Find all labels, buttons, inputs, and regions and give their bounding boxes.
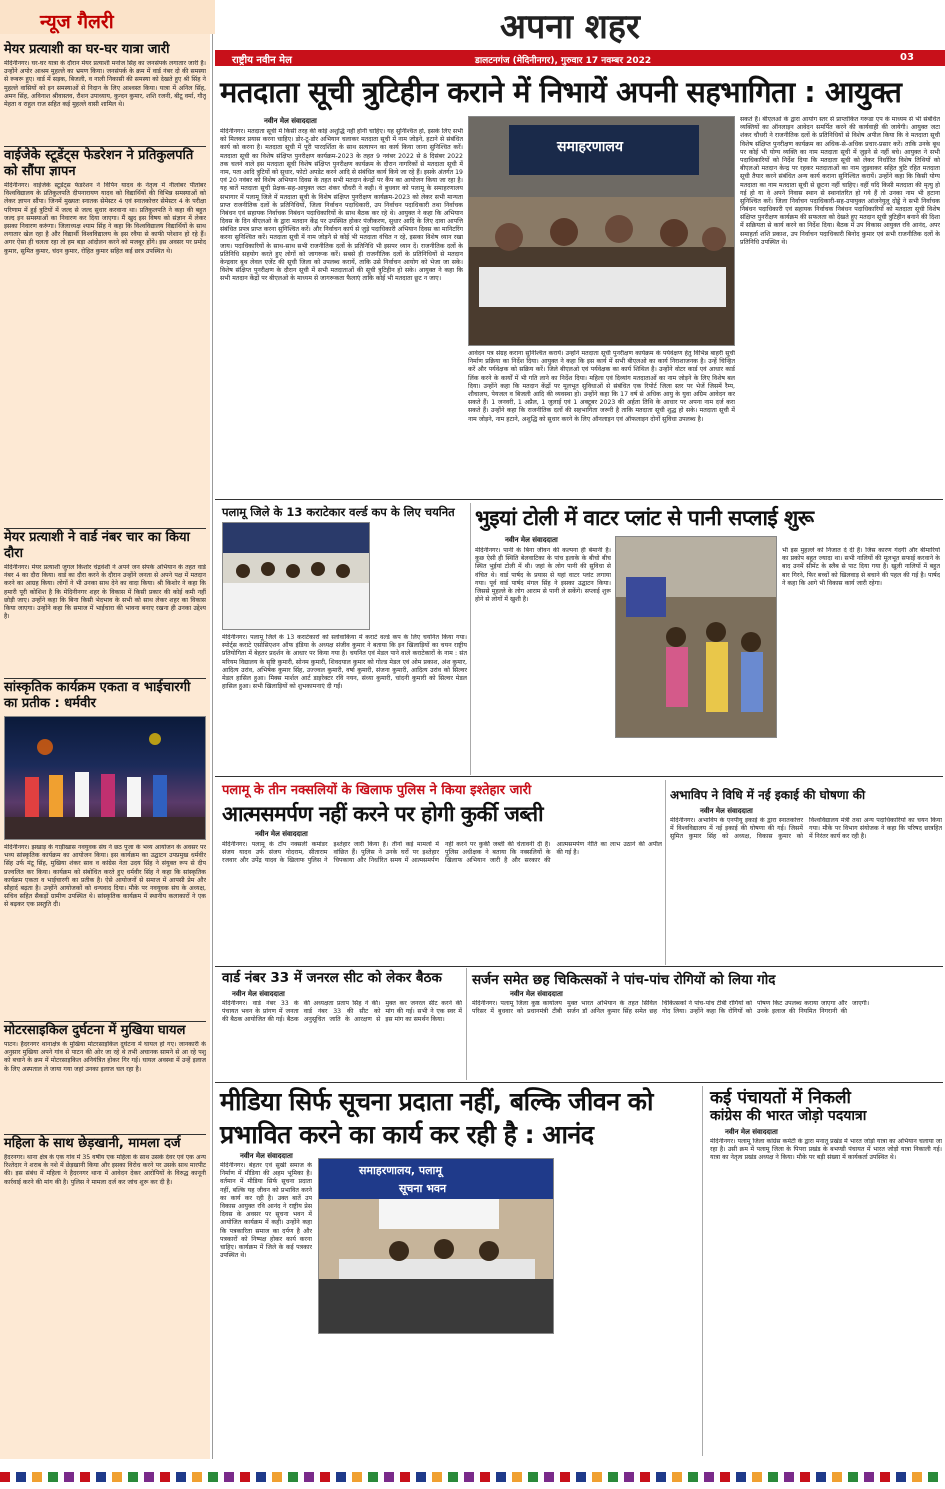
footer-pattern-tile bbox=[624, 1472, 634, 1482]
media-body: मेदिनीनगर। बेहतर एवं सुखी समाज के निर्माण में मीडिया की अहम भूमिका है। वर्तमान में मीडिया सिर्फ सूचना प्रदाता नहीं, बल्कि यह जीवन को प्रभावित करने का कार्य कर रही है। उक्त बातें उप विकास आयुक्त रवि आनंद ने राष्ट्रीय प्रेस दिवस के अवसर पर सूचना भवन में आयोजित कार्यक्रम में कही। उन्होंने कहा कि पत्रकारिता समाज का दर्पण है और पत्रकारों को निष्पक्ष होकर कार्य करना चाहिए। कार्यक्रम में जिले के कई पत्रकार उपस्थित थे। bbox=[220, 1162, 312, 1260]
sidebar-story-3-title: मेयर प्रत्याशी ने वार्ड नंबर चार का किया दौरा bbox=[4, 530, 190, 561]
doctors-headline: सर्जन समेत छह चिकित्सकों ने पांच-पांच रोगियों को लिया गोद bbox=[472, 972, 776, 988]
sidebar-story-2-title: वाईजेके स्टूडेंट्स फेडरेशन ने प्रतिकुलपति को सौंपा ज्ञापन bbox=[4, 148, 194, 179]
column-rule bbox=[470, 503, 471, 775]
masthead-title: अपना शहर bbox=[500, 7, 640, 47]
footer-pattern-tile bbox=[192, 1472, 202, 1482]
footer-pattern-tile bbox=[704, 1472, 714, 1482]
ward33-body: मेदिनीनगर। वार्ड नंबर 33 के पंचायत भवन के प्रांगण में जनता की बैठक आयोजित की गई। बैठक की अध्यक्षता प्रताप सिंह ने की। वार्ड नंबर 33 की सीट को अनुसूचित जाति के आरक्षण से मुक्त कर जनरल सीट करने की मांग की गई। सभी ने एक स्वर में इस मांग का समर्थन किया। bbox=[222, 1000, 462, 1024]
footer-pattern-tile bbox=[752, 1472, 762, 1482]
footer-pattern-tile bbox=[496, 1472, 506, 1482]
footer-pattern-tile bbox=[256, 1472, 266, 1482]
sidebar-story-4-title: सांस्कृतिक कार्यक्रम एकता व भाईचारगी का प्रतीक : धर्मवीर bbox=[4, 680, 191, 711]
congress-byline: नवीन मेल संवाददाता bbox=[725, 1128, 778, 1136]
lead-headline: मतदाता सूची त्रुटिहीन कराने में निभायें अपनी सहभागिता : आयुक्त bbox=[220, 75, 902, 109]
naxal-headline: आत्मसमर्पण नहीं करने पर होगी कुर्की जब्ती bbox=[222, 802, 544, 826]
divider bbox=[4, 528, 206, 529]
footer-pattern-tile bbox=[368, 1472, 378, 1482]
footer-pattern-tile bbox=[608, 1472, 618, 1482]
footer-pattern-tile bbox=[784, 1472, 794, 1482]
divider bbox=[4, 678, 206, 679]
paper-name: राष्ट्रीय नवीन मेल bbox=[232, 55, 292, 66]
sidebar-story-5-title: मोटरसाइकिल दुर्घटना में मुखिया घायल bbox=[4, 1023, 186, 1038]
lead-column-3: सकते हैं। बीएलओ के द्वारा आयोग स्तर से प्राप्तांकित गरूडा एप के माध्यम से भी संबंधित व्यक्तियों का ऑनलाइन आवेदन समर्पित करने की कार्यवाही की जायेगी। आयुक्त जटा शंकर चौधरी ने राजनीतिक दलों के प्रतिनिधियों से विशेष अपील किया कि वे मतदाता सूची विशेष संक्षिप्त पुनरीक्षण कार्यक्रम का अधिक-से-अधिक प्रचार-प्रसार करें। ताकि उनके बूथ पर कोई भी योग्य व्यक्ति का नाम मतदाता सूची में जुड़ने से नहीं बचे। आयुक्त ने सभी पदाधिकारियों को निर्देश दिया कि मतदाता सूची को लेकर निर्धारित विशेष तिथियों को बीएलओ मतदान केन्द्र पर रहकर मतदाताओं का नाम जुड़वाकर सहित त्रुटि रहित मतदाता सूची तैयार करने संबंधित अन्य कार्य कराना सुनिश्चित करायें। उन्होंने कहा कि किसी योग्य मतदाता का नाम मतदाता सूची से छूटना नहीं चाहिए। वहीं यदि किसी मतदाता की मृत्यु हो गई हो या वे अपने निवास स्थान से स्थानांतरित हो गये हैं तो उनका नाम भी हटाना सुनिश्चित करें। जिला निर्वाचन पदाधिकारी-सह-उपायुक्त आंजनेयुलु दोड्डे ने सभी निर्वाचक निबंधन पदाधिकारी एवं सहायक निर्वाचक निबंधन पदाधिकारियों को मतदाता सूची विशेष संक्षिप्त पुनरीक्षण कार्यक्रम की सफलता को देखते हुए मतदान सूची त्रुटिहीन बनाने की दिशा में सक्रियता से कार्य करने का निर्देश दिया। बैठक में उप विकास आयुक्त रवि आनंद, अपर समाहर्ता शशि प्रकाश, उप निर्वाचन पदाधिकारी बिनोद कुमार एवं सभी राजनीतिक दलों के प्रतिनिधि उपस्थित थे। bbox=[740, 116, 940, 246]
footer-pattern-tile bbox=[112, 1472, 122, 1482]
abvp-byline: नवीन मेल संवाददाता bbox=[700, 807, 753, 815]
page-number: 03 bbox=[900, 52, 914, 63]
divider bbox=[215, 776, 943, 777]
footer-pattern-tile bbox=[560, 1472, 570, 1482]
news-gallery-label: न्यूज गैलरी bbox=[40, 11, 114, 33]
lead-column-1: मेदिनीनगर। मतदाता सूची में किसी तरह की कोई अशुद्धि नहीं होनी चाहिए। यह सुनिश्चित हो, इसके लिए सभी को मिलकर प्रयास करना चाहिए। डोर-टू-डोर अभियान चलाकर मतदाता सूची में नाम जोड़ने, हटाने से संबंधित कार्य को करना है। मतदाता सूची में पूरी पारदर्शिता के साथ सत्यापन का कार्य किया जाना सुनिश्चित करें। मतदाता सूची का विशेष संक्षिप्त पुनरीक्षण कार्यक्रम-2023 के तहत 9 नवंबर 2022 से 8 दिसंबर 2022 तक चलने वाले इस मतदाता सूची विशेष संक्षिप्त पुनरीक्षण कार्यक्रम के दौरान नागरिकों से मतदाता सूची में नाम, पता आदि त्रुटियों को सुधार, फोटो अपडेट करने आदि से संबंधित कार्य किये जा रहे हैं। इसके अंतर्गत 19 एवं 20 नवंबर को विशेष अभियान दिवस के तहत सभी मतदान केन्द्रों पर कैंप का आयोजन किया जा रहा है। यह बातें मतदाता सूची प्रेक्षक-सह-आयुक्त जटा शंकर चौधरी ने कही। वे बुधवार को पलामू के समाहरणालय सभागार में पलामू जिले में मतदाता सूची के विशेष संक्षिप्त पुनरीक्षण कार्यक्रम-2023 को लेकर सभी मान्यता प्राप्त राजनीतिक दलों के प्रतिनिधियों, जिला निर्वाचन पदाधिकारी, उप निर्वाचन पदाधिकारी तथा निर्वाचक निबंधन एवं सहायक निर्वाचक निबंधन पदाधिकारियों के साथ बैठक कर रहे थे। आयुक्त ने कहा कि अभियान दिवस के दिन बीएलओ के द्वारा मतदान केंद्र पर उपस्थित होकर पंजीकरण, सुधार आदि के लिए दावा आपत्ति संबंधित प्रपत्र प्राप्त करना सुनिश्चित करें। और निर्वाचन कार्य से जुड़े पदाधिकारी अभियान दिवस का मानिटरिंग करना सुनिश्चित करें। मतदाता सूची में नाम जोड़ने से कोई भी मतदाता वंचित न रहे, इसका विशेष ध्यान रखा जाय। पदाधिकारियों के साथ-साथ सभी राजनीतिक दलों के प्रतिनिधि भी इसपर ध्यान दें। राजनीतिक दलों के प्रतिनिधि सहयोग करते हुए लोगों को जागरूक करें। सबसे ही राजनीतिक दलों के प्रतिनिधियों से मतदान केन्द्रवार बूथ लेवल एजेंट की सूची जिला को उपलब्ध करायें, ताकि उसे निर्वाचन आयोग को भेजा जा सके। विशेष संक्षिप्त पुनरीक्षण के दौरान सूची में सभी मतदाताओं की सूची त्रुटिहीन हो सके। आयुक्त ने कहा कि सभी मतदान केंद्रों पर बीएलओ के माध्यम से जागरूकता फैलाएं ताकि कोई भी मतदाता छूट न जाए। bbox=[220, 128, 463, 283]
footer-pattern-tile bbox=[0, 1472, 10, 1482]
footer-pattern-tile bbox=[592, 1472, 602, 1482]
cultural-event-photo-art bbox=[5, 717, 206, 840]
media-photo-sign-1: समाहरणालय, पलामू bbox=[359, 1164, 442, 1177]
naxal-kicker: पलामू के तीन नक्सलियों के खिलाफ पुलिस ने किया इश्तेहार जारी bbox=[222, 783, 532, 798]
footer-pattern-tile bbox=[640, 1472, 650, 1482]
divider bbox=[215, 966, 943, 967]
abvp-body: मेदिनीनगर। अभाविप के एनपीयू इकाई के द्वारा स्नातकोत्तर में विश्वविद्यालय में नई इकाई की घोषणा की गई। जिसमें सुमित कुमार सिंह को अध्यक्ष, विकास कुमार को विश्वविद्यालय मंत्री तथा अन्य पदाधिकारियों का चयन किया गया। मौके पर विभाग संयोजक ने कहा कि परिषद छात्रहित में निरंतर कार्य कर रही है। bbox=[670, 817, 942, 841]
sidebar-story-3-body: मेदिनीनगर। मेयर प्रत्याशी जुगल किशोर चंद्रवंशी ने अपने जन संपर्क अभियान के तहत वार्ड नंबर 4 का दौरा किया। वार्ड का दौरा करने के दौरान उन्होंने जनता से अपने पक्ष में मतदान करने का आग्रह किया। लोगों ने भी उनका साथ देने का वादा किया। श्री किशोर ने कहा कि हमारी पूरी कोशिश है कि मेदिनीनगर शहर के विकास में किसी प्रकार की कोई कमी नहीं छोड़ी जाए। उन्होंने कहा कि बिना किसी भेदभाव के सभी को साथ लेकर शहर का विकास किया जाएगा। उन्होंने कहा कि समाज में भाईचारा की भावना बनाए रखना ही उनका उद्देश्य है। bbox=[4, 564, 206, 621]
lead-byline: नवीन मेल संवाददाता bbox=[264, 117, 317, 125]
footer-pattern-tile bbox=[304, 1472, 314, 1482]
sidebar-story-6-title: महिला के साथ छेड़खानी, मामला दर्ज bbox=[4, 1136, 181, 1151]
footer-pattern-tile bbox=[208, 1472, 218, 1482]
footer-pattern-tile bbox=[160, 1472, 170, 1482]
footer-pattern-tile bbox=[272, 1472, 282, 1482]
divider bbox=[4, 1021, 206, 1022]
congress-headline-line-1: कई पंचायतों में निकली bbox=[710, 1088, 851, 1108]
footer-pattern-tile bbox=[320, 1472, 330, 1482]
naxal-body: मेदिनीनगर। पलामू के टॉप नक्सली कमांडर संजय यादव उर्फ संजय गोदराम, सीताराम रजवार और उपेंद्र यादव के खिलाफ पुलिस ने इश्तेहार जारी किया है। तीनों कई मामलों में वांछित हैं। पुलिस ने उनके घरों पर इश्तेहार चिपकाया और निर्धारित समय में आत्मसमर्पण नहीं करने पर कुर्की जब्ती की चेतावनी दी है। पुलिस अधीक्षक ने बताया कि नक्सलियों के खिलाफ अभियान जारी है और सरकार की आत्मसमर्पण नीति का लाभ उठाने की अपील की गई है। bbox=[222, 841, 662, 865]
divider bbox=[4, 146, 206, 147]
footer-pattern-tile bbox=[672, 1472, 682, 1482]
footer-pattern-tile bbox=[736, 1472, 746, 1482]
sidebar-story-4-body: मेदिनीनगर। झखाड़ के गाड़ीखास नवयुवक संघ ने छठ पूजा के भव्य आयोजन के अवसर पर भव्य सांस्कृतिक कार्यक्रम का आयोजन किया। इस कार्यक्रम का उद्घाटन उपप्रमुख धर्मवीर सिंह उर्फ मंटू सिंह, मुखिया शंकर साव व कांग्रेस नेता उदय सिंह ने संयुक्त रूप से दीप प्रज्वलित कर किया। कार्यक्रम को संबोधित करते हुए धर्मवीर सिंह ने कहा कि सांस्कृतिक कार्यक्रम एकता व भाईचारगी का प्रतीक है। ऐसे आयोजनों से समाज में आपसी प्रेम और सौहार्द बढ़ता है। उन्होंने आयोजकों को धन्यवाद दिया। मौके पर नवयुवक संघ के अध्यक्ष, सचिव सहित सैकड़ों ग्रामीण उपस्थित थे। सांस्कृतिक कार्यक्रम में स्थानीय कलाकारों ने एक से बढ़कर एक प्रस्तुति दी। bbox=[4, 844, 206, 909]
ward33-byline: नवीन मेल संवाददाता bbox=[232, 990, 285, 998]
ward33-headline: वार्ड नंबर 33 में जनरल सीट को लेकर बैठक bbox=[222, 970, 442, 986]
footer-pattern-tile bbox=[384, 1472, 394, 1482]
sidebar-story-6-body: हैदरनगर। थाना क्षेत्र के एक गांव में 35 वर्षीय एक महिला के साथ उसके देवर एवं एक अन्य रिश्तेदार ने शराब के नशे में छेड़खानी किया और इसका विरोध करने पर उसके साथ मारपीट की। इस संबंध में महिला ने हैदरनगर थाना में आवेदन देकर आरोपियों के विरुद्ध कानूनी कार्रवाई करने की मांग की है। पुलिस ने मामला दर्ज कर जांच शुरू कर दी है। bbox=[4, 1154, 206, 1186]
cultural-event-photo bbox=[4, 716, 206, 840]
water-column-2: भी इस मुहल्ले को निजात दे दी है। जिस कारण गंदगी और बीमारियों का प्रकोप बहुत ज्यादा था। सभी नालियों की मूलभूत सफाई करवाने के बाद उनमें सीमेंट के स्लैब से पाट दिया गया है। खुली नालियों में बहुत बार गिरने, फिर बच्चों को खिलवाड़ से बचाने की पहल की गई है। पार्षद ने कहा कि आगे भी विकास कार्य जारी रहेगा। bbox=[782, 547, 940, 587]
karate-group-photo bbox=[222, 522, 370, 630]
footer-pattern-tile bbox=[848, 1472, 858, 1482]
footer-pattern-tile bbox=[144, 1472, 154, 1482]
column-rule bbox=[212, 34, 213, 1459]
abvp-headline: अभाविप ने विधि में नई इकाई की घोषणा की bbox=[670, 788, 866, 802]
footer-pattern-tile bbox=[80, 1472, 90, 1482]
media-photo-sign-2: सूचना भवन bbox=[399, 1182, 447, 1195]
karate-body: मेदिनीनगर। पलामू जिले के 13 कराटेकारों को स्लोवाकिया में कराटे वर्ल्ड कप के लिए चयनित किया गया। स्पोर्ट्स कराटे एसोसिएशन ऑफ इंडिया के अध्यक्ष संजीव कुमार ने बताया कि इन खिलाड़ियों का चयन राष्ट्रीय प्रतियोगिता में बेहतर प्रदर्शन के आधार पर किया गया है। चयनित एवं मेडल पाने वाले कराटेकारों के नाम : संत मरियम विद्यालय के सृष्टि कुमारी, सोनम कुमारी, शिवदयाल कुमार को गोल्ड मेडल एवं ओम प्रकाश, अंश कुमार, आदित्य उरांव, अभिषेक कुमार सिंह, उज्ज्वल कुमारी, वर्षा कुमारी, संजना कुमारी, आदित्य उरांव को सिल्वर मेडल हासिल हुआ। मिक्स मार्शल आर्ट डाइरेक्टर रवि नयन, संध्या कुमारी, चांदनी कुमारी को सिल्वर मेडल हासिल हुआ। सभी खिलाड़ियों को शुभकामनाएं दी गईं। bbox=[222, 634, 467, 691]
footer-pattern-tile bbox=[656, 1472, 666, 1482]
water-byline: नवीन मेल संवाददाता bbox=[505, 536, 558, 544]
footer-pattern-tile bbox=[832, 1472, 842, 1482]
sidebar-story-1-title: मेयर प्रत्याशी का घर-घर यात्रा जारी bbox=[4, 42, 170, 57]
footer-pattern-tile bbox=[544, 1472, 554, 1482]
column-rule bbox=[466, 968, 467, 1080]
footer-pattern-tile bbox=[64, 1472, 74, 1482]
footer-pattern-tile bbox=[224, 1472, 234, 1482]
sidebar-story-5-body: पाटन। हैदरनगर थानाक्षेत्र के मुखिया मोटरसाइकिल दुर्घटना में घायल हो गए। जानकारी के अनुसार मुखिया अपने गांव से पाटन की ओर जा रहे थे तभी अचानक सामने से आ रहे पशु को बचाने के क्रम में मोटरसाइकिल अनियंत्रित होकर गिर गई। घायल अवस्था में उन्हें इलाज के लिए अस्पताल ले जाया गया जहां उनका इलाज चल रहा है। bbox=[4, 1041, 206, 1073]
footer-pattern-tile bbox=[928, 1472, 938, 1482]
footer-pattern-tile bbox=[768, 1472, 778, 1482]
footer-strip bbox=[0, 1460, 945, 1489]
column-rule bbox=[665, 780, 666, 965]
footer-pattern-tile bbox=[336, 1472, 346, 1482]
water-plant-photo bbox=[615, 536, 777, 738]
footer-pattern-tile bbox=[176, 1472, 186, 1482]
footer-pattern-tile bbox=[688, 1472, 698, 1482]
footer-pattern-tile bbox=[880, 1472, 890, 1482]
water-headline: भुइयां टोली में वाटर प्लांट से पानी सप्लाई शुरू bbox=[475, 506, 814, 530]
footer-pattern-tile bbox=[96, 1472, 106, 1482]
footer-pattern-tile bbox=[48, 1472, 58, 1482]
karate-headline: पलामू जिले के 13 कराटेकार वर्ल्ड कप के लिए चयनित bbox=[222, 505, 455, 519]
footer-pattern-tile bbox=[864, 1472, 874, 1482]
footer-pattern-tile bbox=[352, 1472, 362, 1482]
footer-pattern-tile bbox=[240, 1472, 250, 1482]
footer-pattern-tile bbox=[480, 1472, 490, 1482]
footer-pattern-tile bbox=[800, 1472, 810, 1482]
column-rule bbox=[702, 1086, 703, 1456]
dateline: डालटनगंज (मेदिनीनगर), गुरुवार 17 नवम्बर 2022 bbox=[475, 56, 652, 66]
footer-pattern-tile bbox=[432, 1472, 442, 1482]
sidebar-story-1-body: मेदिनीनगर। घर-घर यात्रा के दौरान मेयर प्रत्याशी मनोज सिंह का जनसंपर्क लगातार जारी है। उन्होंने अपोर आश्रम मुहल्ले का भ्रमण किया। जनसंपर्क के क्रम में वार्ड नंबर दो की समस्या से रूबरू हुए। वार्ड में सड़क, बिजली, व नाली निकासी की समस्या को देखते हुए श्री सिंह ने मुहल्ले वासियों को इन समस्याओं से निदान के लिए आश्वस्त किया। यात्रा में अनिल सिंह, अमन सिंह, अविनाश श्रीवास्तव, रौशन उपाध्याय, कुन्दन कुमार, शशि रजनी, बीटू वर्मा, गौतू मेहता व राहुल राज सहित कई मुहल्ले वासी शामिल थे। bbox=[4, 60, 206, 108]
lead-column-2: आवेदन पत्र संग्रह कराना सुनिश्चित करायें। उन्होंने मतदाता सूची पुनरीक्षण कार्यक्रम के पर्यवेक्षण हेतु विभिन्न बाहरी सूची निर्माण प्रक्रिया का निर्देश दिया। आयुक्त ने कहा कि इस कार्य में सभी बीएलओ का कार्य निराशाजनक है। उन्हें चिन्हित करें और पर्यवेक्षक को सक्रिय करें। जिले बीएलओ एवं पर्यवेक्षक का कार्य शिथिल है। उन्होंने वोटर कार्ड एवं आधार कार्ड लिंक करने के कार्यों में भी गति लाने का निर्देश दिया। महिला एवं दिव्यांग मतदाताओं का नाम जोड़ने के लिए विशेष बल दिया। उन्होंने कहा कि मतदान केंद्रों पर मूलभूत सुविधाओं से संबंधित एक रिपोर्ट जिला स्तर पर भेजें जिसमें रैम्प, शौचालय, पेयजल व बिजली आदि की व्यवस्था हो। उन्होंने कहा कि 17 वर्ष से अधिक आयु के युवा अग्रिम आवेदन कर सकते हैं। 1 जनवरी, 1 अप्रैल, 1 जुलाई एवं 1 अक्टूबर 2023 की अर्हता तिथि के आधार पर अपना नाम दर्ज करा सकते हैं। उन्होंने कहा कि राजनीतिक दलों की सहभागिता जरूरी है ताकि मतदाता सूची शुद्ध हो सके। मतदाता सूची में नाम जोड़ने, नाम हटाने, अशुद्धि को सुधार करने के लिए ऑनलाइन एवं ऑफलाइन दोनों सुविधा उपलब्ध है। bbox=[468, 350, 735, 423]
karate-group-photo-art bbox=[223, 523, 370, 630]
media-event-photo bbox=[318, 1158, 554, 1334]
footer-pattern-tile bbox=[400, 1472, 410, 1482]
footer-pattern-tile bbox=[32, 1472, 42, 1482]
sidebar-story-2-body: मेदिनीनगर। वाईजेके स्टूडेंट्स फेडरेशन ने विपिन यादव के नेतृत्व में नीलांबर पीतांबर विश्वविद्यालय के प्रतिकुलपति दीपनारायण यादव को विद्यार्थियों की विभिन्न समस्याओं को लेकर ज्ञापन सौंपा। जिनमें मुख्यतः स्नातक सेमेस्टर 4 एवं स्नातकोत्तर सेमेस्टर 4 के परीक्षा परिणाम में हुई त्रुटियों में जल्द से जल्द सुधार करवाना था। प्रतिकुलपति ने कहा की बहुत जल्द इन समस्याओं का निवारण कर दिया जाएगा। मैं खुद इस विषय को संज्ञान में लेकर इसका निवारण करूंगा। जिलाध्यक्ष श्याम सिंह ने कहा कि विश्वविद्यालय विद्यार्थियों के साथ लगातार खेल रहा है और विद्यार्थी विश्वविद्यालय के इस रवैया से काफी परेशान हो रहे हैं। अगर ऐसा ही चलता रहा तो हम बड़ा आंदोलन करने को मजबूर होंगे। इस अवसर पर प्रमोद कुमार, सुमित कुमार, चंदन कुमार, रोहित कुमार सहित कई छात्र उपस्थित थे। bbox=[4, 182, 206, 255]
footer-pattern-tile bbox=[128, 1472, 138, 1482]
footer-pattern-tile bbox=[464, 1472, 474, 1482]
divider bbox=[215, 499, 943, 500]
footer-pattern-tile bbox=[912, 1472, 922, 1482]
footer-pattern-tile bbox=[816, 1472, 826, 1482]
footer-pattern-tile bbox=[16, 1472, 26, 1482]
footer-pattern-tile bbox=[576, 1472, 586, 1482]
footer-pattern-tile bbox=[448, 1472, 458, 1482]
congress-body: मेदिनीनगर। पलामू जिला कांग्रेस कमेटी के द्वारा मनातू प्रखंड में भारत जोड़ो यात्रा का अभियान चलाया जा रहा है। उसी क्रम में पलामू जिला के पिपरा प्रखंड के बभण्डी पंचायत में भारत जोड़ो यात्रा निकाली गई। यात्रा का नेतृत्व प्रखंड अध्यक्ष ने किया। मौके पर बड़ी संख्या में कार्यकर्ता उपस्थित थे। bbox=[710, 1138, 942, 1162]
water-column-1: मेदिनीनगर। पानी के बिना जीवन की कल्पना ही बेमानी है। कुछ ऐसी ही स्थिति बेलवाटिका के पांच इलाके के बीचो बीच स्थित भुईयां टोली में थी। जहां के लोग पानी की सुविधा से वंचित थे। वार्ड पार्षद के प्रयास से यहां वाटर प्लांट लगाया गया। पूर्व वार्ड पार्षद मंगल सिंह ने इसका उद्घाटन किया। जिससे मुहल्ले के लोग आराम से पानी ले सकेंगे। सप्लाई शुरू होने से लोगों में खुशी है। bbox=[475, 547, 611, 604]
media-headline: मीडिया सिर्फ सूचना प्रदाता नहीं, बल्कि जीवन को प्रभावित करने का कार्य कर रही है : आनंद bbox=[220, 1087, 653, 1149]
lead-meeting-photo bbox=[468, 116, 735, 346]
naxal-byline: नवीन मेल संवाददाता bbox=[255, 830, 308, 838]
footer-pattern-tile bbox=[528, 1472, 538, 1482]
doctors-byline: नवीन मेल संवाददाता bbox=[510, 990, 563, 998]
footer-pattern bbox=[0, 1460, 945, 1489]
water-plant-photo-art bbox=[616, 537, 777, 738]
footer-pattern-tile bbox=[512, 1472, 522, 1482]
doctors-body: मेदिनीनगर। पलामू जिला कुष्ठ कार्यालय परिसर में बुधवार को प्रधानमंत्री टीबी मुक्त भारत अभियान के तहत सिविल सर्जन डॉ अनिल कुमार सिंह समेत छह चिकित्सकों ने पांच-पांच टीबी रोगियों को गोद लिया। उन्होंने कहा कि रोगियों को पोषण किट उपलब्ध कराया जाएगा और उनके इलाज की नियमित निगरानी की जाएगी। bbox=[472, 1000, 870, 1016]
footer-pattern-tile bbox=[416, 1472, 426, 1482]
footer-pattern-tile bbox=[896, 1472, 906, 1482]
footer-pattern-tile bbox=[288, 1472, 298, 1482]
divider bbox=[4, 1134, 206, 1135]
divider bbox=[215, 1082, 943, 1083]
footer-pattern-tile bbox=[720, 1472, 730, 1482]
media-byline: नवीन मेल संवाददाता bbox=[240, 1152, 293, 1160]
lead-photo-sign: समाहरणालय bbox=[557, 139, 623, 155]
congress-headline-line-2: कांग्रेस की भारत जोड़ो पदयात्रा bbox=[710, 1108, 867, 1124]
